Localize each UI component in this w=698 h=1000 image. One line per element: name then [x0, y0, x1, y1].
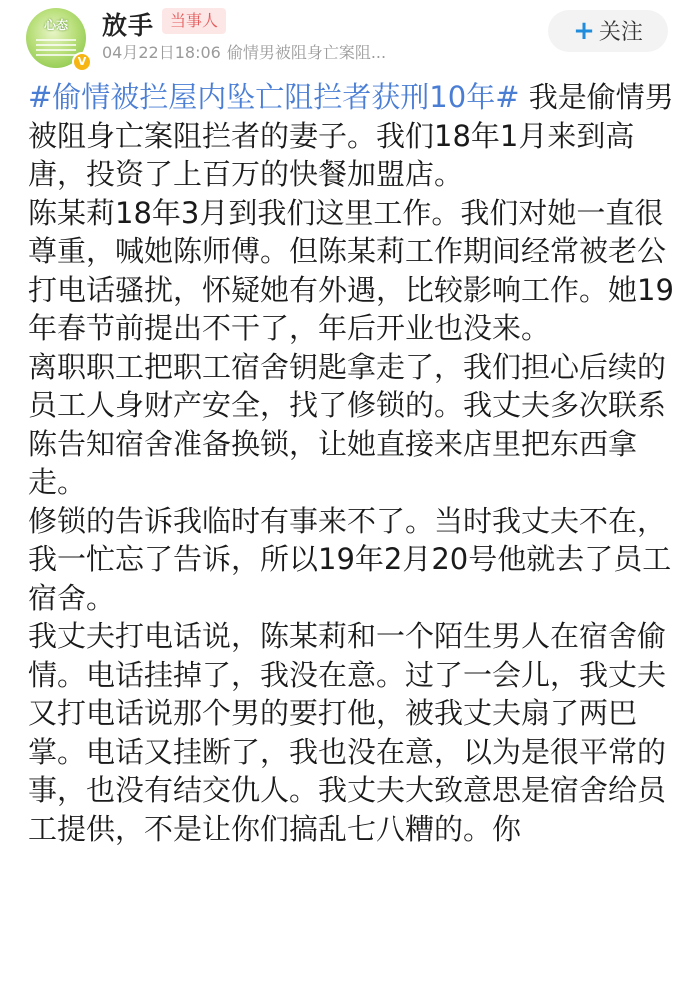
post-topic-link[interactable]: 偷情男被阻身亡案阻...: [226, 43, 387, 62]
avatar-decoration: [36, 36, 76, 59]
post-header: [0, 0, 698, 72]
post-body: [28, 78, 678, 848]
post-paragraph-2: 陈某莉18年3月到我们这里工作。我们对她一直很尊重，喊她陈师傅。但陈某莉工作期间经常被老公打电话骚扰，怀疑她有外遇，比较影响工作。她19年春节前提出不干了，年后开业也没来。: [28, 195, 674, 345]
avatar-logo-text: 心态: [43, 18, 68, 32]
role-badge: 当事人: [162, 8, 226, 34]
follow-button-label: 关注: [598, 20, 643, 45]
post-timestamp: 04月22日18:06: [102, 43, 221, 62]
post-paragraph-1: [28, 78, 678, 194]
follow-button[interactable]: [548, 10, 668, 52]
post-paragraph-5: 我丈夫打电话说，陈某莉和一个陌生男人在宿舍偷情。电话挂掉了，我没在意。过了一会儿，我丈夫又打电话说那个男的要打他，被我丈夫扇了两巴掌。电话又挂断了，我也没在意，以为是很平常的事，也没有结交仇人。我丈夫大致意思是宿舍给员工提供，不是让你们搞乱七八糟的。你: [28, 619, 667, 846]
verified-badge-icon: V: [72, 52, 92, 72]
post-meta: [102, 40, 386, 63]
post-paragraph-1-text: 我是偷情男被阻身亡案阻拦者的妻子。我们18年1月来到高唐，投资了上百万的快餐加盟店。: [28, 80, 674, 191]
username[interactable]: 放手: [102, 11, 155, 40]
plus-icon: +: [573, 16, 595, 46]
post-paragraph-4: 修锁的告诉我临时有事来不了。当时我丈夫不在，我一忙忘了告诉，所以19年2月20号他就去了员工宿舍。: [28, 503, 672, 615]
hashtag-link[interactable]: #偷情被拦屋内坠亡阻拦者获刑10年#: [28, 80, 520, 114]
post-paragraph-3: 离职职工把职工宿舍钥匙拿走了，我们担心后续的员工人身财产安全，找了修锁的。我丈夫多次联系陈告知宿舍准备换锁，让她直接来店里把东西拿走。: [28, 349, 667, 499]
